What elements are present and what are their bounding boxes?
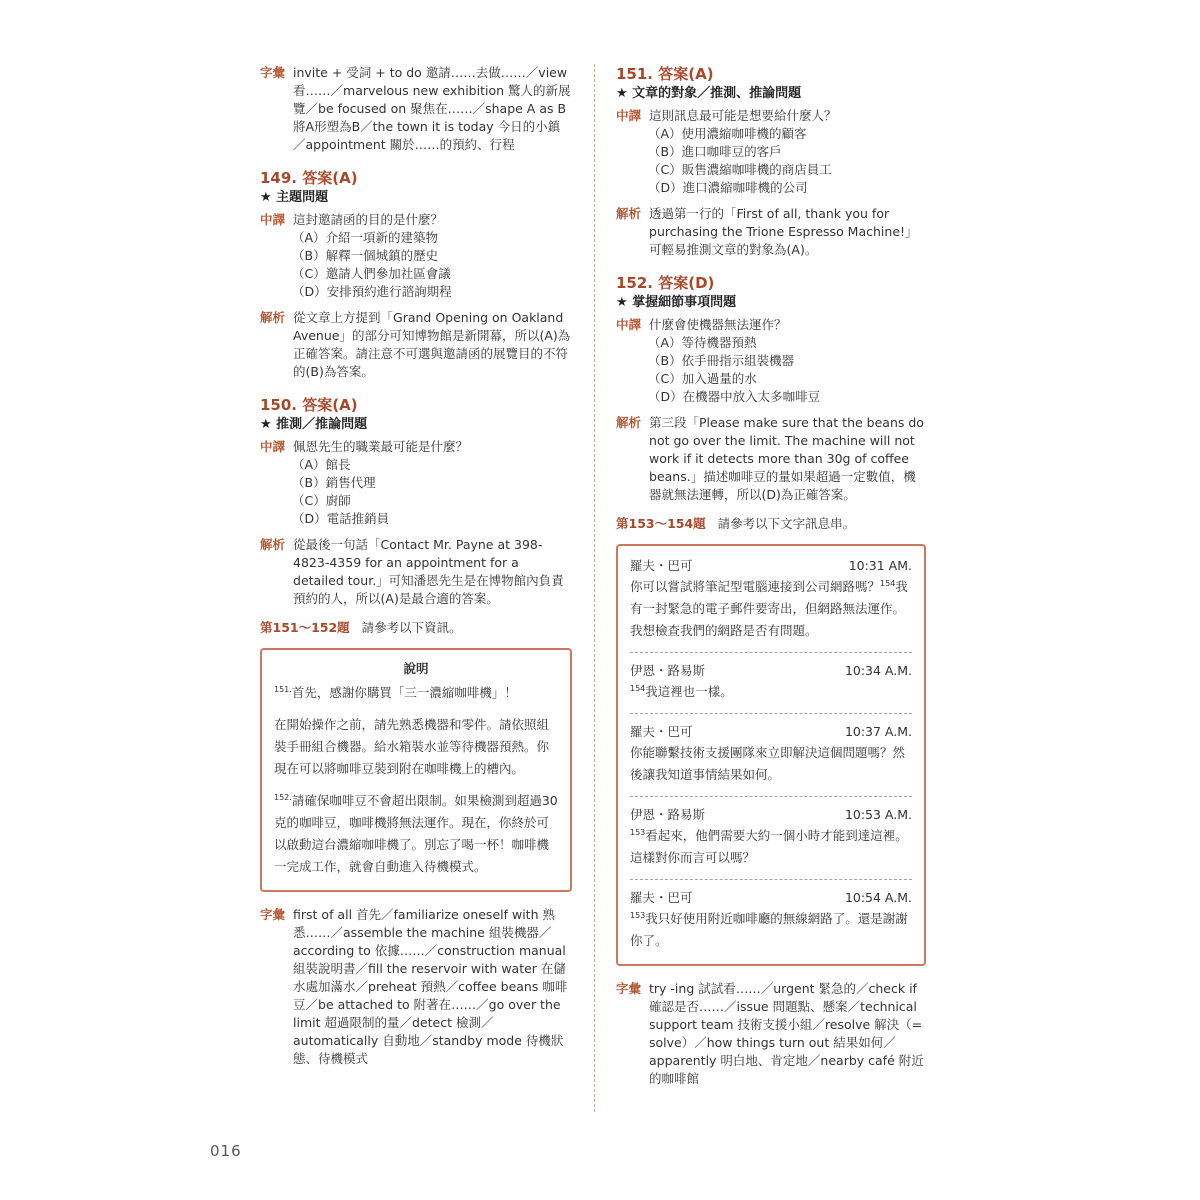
option-b: （B）解釋一個城鎮的歷史 (292, 248, 439, 263)
message-text: $^{154}$我這裡也一樣。 (630, 683, 733, 699)
question-151 (616, 64, 926, 259)
question-type: ★ 推測／推論問題 (260, 417, 368, 432)
translation-row (260, 211, 572, 229)
passage-reference (616, 514, 926, 534)
page-number: 016 (210, 1142, 242, 1160)
analysis-text: 透過第一行的「First of all, thank you for purchasing the Trione Espresso Machine!」可輕易推測文章的對象為(A)。 (649, 206, 918, 257)
vocab-block (260, 64, 572, 154)
analysis-text: 第三段「Please make sure that the beans do not go over the limit. The machine will not work if it detects more than 30g of coffee beans.」描述咖啡豆的量如果超過一定數值，機器就無法運轉，所以(D)為正確答案。 (649, 415, 924, 502)
reference-text: 請參考以下資訊。 (361, 620, 462, 635)
translation-tag: 中譯 (616, 108, 642, 123)
answer-heading: 152. 答案(D) (616, 274, 715, 292)
passage-reference (260, 618, 572, 638)
question-ref-marker: 153 (630, 827, 646, 837)
message-time: 10:37 A.M. (844, 724, 912, 739)
question-ref-marker: 154 (880, 578, 896, 588)
question-type: ★ 文章的對象／推測、推論問題 (616, 86, 802, 101)
reference-number: 第153～154題 (616, 516, 706, 531)
question-149 (260, 168, 572, 381)
analysis-text: 從文章上方提到「Grand Opening on Oakland Avenue」的部分可知博物館是新開幕，所以(A)為正確答案。請注意不可選與邀請函的展覽目的不符的(B)為答案。 (293, 310, 571, 379)
question-type: ★ 主題問題 (260, 190, 329, 205)
question-152 (616, 273, 926, 504)
analysis-tag: 解析 (616, 415, 642, 430)
message-text: $^{153}$看起來，他們需要大約一個小時才能到達這裡。這樣對你而言可以嗎？ (630, 827, 908, 865)
translation-tag: 中譯 (616, 317, 642, 332)
translation-row (616, 107, 926, 125)
question-text: 這封邀請函的目的是什麼？ (293, 212, 444, 227)
question-type: ★ 掌握細節事項問題 (616, 295, 737, 310)
analysis-row (616, 205, 926, 259)
reference-text: 請參考以下文字訊息串。 (717, 516, 856, 531)
chat-message (630, 653, 912, 714)
chat-message (630, 548, 912, 653)
analysis-row (616, 414, 926, 504)
chat-message (630, 797, 912, 880)
vocab-text: invite + 受詞 + to do 邀請……去做……／view 看……／marvelous new exhibition 驚人的新展覽／be focused on 聚焦在……／shape A as B 將A形塑為B／the town it is today 今日的小鎮／appointment 關於……的預約、行程 (293, 65, 571, 152)
vocab-tag: 字彙 (260, 907, 286, 922)
question-ref-marker: 151. (274, 684, 292, 694)
translation-tag: 中譯 (260, 212, 286, 227)
message-text: $^{153}$我只好使用附近咖啡廳的無線網路了。還是謝謝你了。 (630, 910, 908, 948)
message-time: 10:34 A.M. (844, 663, 912, 678)
right-column (616, 64, 926, 1088)
analysis-row (260, 309, 572, 381)
translation-tag: 中譯 (260, 439, 286, 454)
message-time: 10:53 A.M. (844, 807, 912, 822)
option-a: （A）館長 (292, 457, 351, 472)
option-b: （B）銷售代理 (292, 475, 376, 490)
question-ref-marker: 153 (630, 910, 646, 920)
option-c: （C）販售濃縮咖啡機的商店員工 (648, 162, 832, 177)
chat-message (630, 880, 912, 962)
option-b: （B）進口咖啡豆的客戶 (648, 144, 782, 159)
option-a: （A）介紹一項新的建築物 (292, 230, 439, 245)
vocab-tag: 字彙 (260, 65, 286, 80)
option-d: （D）在機器中放入太多咖啡豆 (648, 389, 821, 404)
chat-message-header (630, 805, 912, 825)
analysis-tag: 解析 (616, 206, 642, 221)
answer-heading: 150. 答案(A) (260, 396, 358, 414)
notice-paragraph-2: 在開始操作之前，請先熟悉機器和零件。請依照組裝手冊組合機器。給水箱裝水並等待機器預熱。你現在可以將咖啡豆裝到附在咖啡機上的槽內。 (274, 717, 550, 776)
analysis-tag: 解析 (260, 310, 286, 325)
notice-title: 說明 (403, 661, 429, 676)
option-d: （D）安排預約進行諮詢期程 (292, 284, 452, 299)
reference-number: 第151～152題 (260, 620, 350, 635)
option-d: （D）進口濃縮咖啡機的公司 (648, 180, 808, 195)
answer-heading: 151. 答案(A) (616, 65, 714, 83)
chat-thread (616, 544, 926, 966)
sender-name: 羅夫・巴可 (630, 890, 693, 905)
question-text: 這則訊息最可能是想要給什麼人？ (649, 108, 837, 123)
vocab-block (616, 980, 926, 1088)
left-column (260, 64, 572, 1068)
vocab-block (260, 906, 572, 1068)
option-c: （C）邀請人們參加社區會議 (292, 266, 451, 281)
translation-row (260, 438, 572, 456)
message-text: 你能聯繫技術支援團隊來立即解決這個問題嗎？然後讓我知道事情結果如何。 (630, 745, 906, 782)
question-150 (260, 395, 572, 608)
vocab-text: try -ing 試試看……／urgent 緊急的／check if 確認是否……／issue 問題點、懸案／technical support team 技術支援小組／resolve 解決（= solve）／how things turn out 結果如何／apparently 明白地、肯定地／nearby café 附近的咖啡館 (649, 981, 924, 1086)
vocab-tag: 字彙 (616, 981, 642, 996)
translation-row (616, 316, 926, 334)
option-a: （A）使用濃縮咖啡機的顧客 (648, 126, 807, 141)
question-text: 什麼會使機器無法運作？ (649, 317, 787, 332)
column-divider (594, 64, 595, 1112)
chat-message (630, 714, 912, 797)
sender-name: 伊恩・路易斯 (630, 663, 706, 678)
notice-paragraph-1: $^{151.}$首先，感謝你購買「三一濃縮咖啡機」！ (274, 684, 517, 700)
chat-message-header (630, 722, 912, 742)
analysis-text: 從最後一句話「Contact Mr. Payne at 398-4823-4359 for an appointment for a detailed tour.」可知潘恩先生是在博物館內負責預約的人，所以(A)是最合適的答案。 (293, 537, 564, 606)
vocab-text: first of all 首先／familiarize oneself with 熟悉……／assemble the machine 組裝機器／according to 依據……／construction manual 組裝說明書／fill the reservoir with water 在儲水處加滿水／preheat 預熱／coffee beans 咖啡豆／be attached to 附著在……／go over the limit 超過限制的量／detect 檢測／automatically 自動地／standby mode 待機狀態、待機模式 (293, 907, 568, 1066)
message-time: 10:54 A.M. (844, 890, 912, 905)
question-ref-marker: 152. (274, 792, 292, 802)
chat-message-header (630, 556, 912, 576)
option-b: （B）依手冊指示組裝機器 (648, 353, 795, 368)
sender-name: 羅夫・巴可 (630, 558, 693, 573)
question-ref-marker: 154 (630, 683, 646, 693)
chat-message-header (630, 661, 912, 681)
sender-name: 羅夫・巴可 (630, 724, 693, 739)
sender-name: 伊恩・路易斯 (630, 807, 706, 822)
analysis-row (260, 536, 572, 608)
option-c: （C）加入過量的水 (648, 371, 757, 386)
question-text: 佩恩先生的職業最可能是什麼？ (293, 439, 469, 454)
notice-paragraph-3: $^{152.}$請確保咖啡豆不會超出限制。如果檢測到超過30克的咖啡豆，咖啡機將無法運作。現在，你終於可以啟動這台濃縮咖啡機了。別忘了喝一杯！咖啡機一完成工作，就會自動進入待機模式。 (274, 792, 558, 874)
chat-message-header (630, 888, 912, 908)
analysis-tag: 解析 (260, 537, 286, 552)
message-text: 你可以嘗試將筆記型電腦連接到公司網路嗎？$^{154}$我有一封緊急的電子郵件要寄出，但網路無法運作。我想檢查我們的網路是否有問題。 (630, 578, 908, 638)
option-d: （D）電話推銷員 (292, 511, 390, 526)
notice-box (260, 648, 572, 892)
option-a: （A）等待機器預熱 (648, 335, 757, 350)
option-c: （C）廚師 (292, 493, 351, 508)
message-time: 10:31 AM. (848, 558, 912, 573)
answer-heading: 149. 答案(A) (260, 169, 358, 187)
